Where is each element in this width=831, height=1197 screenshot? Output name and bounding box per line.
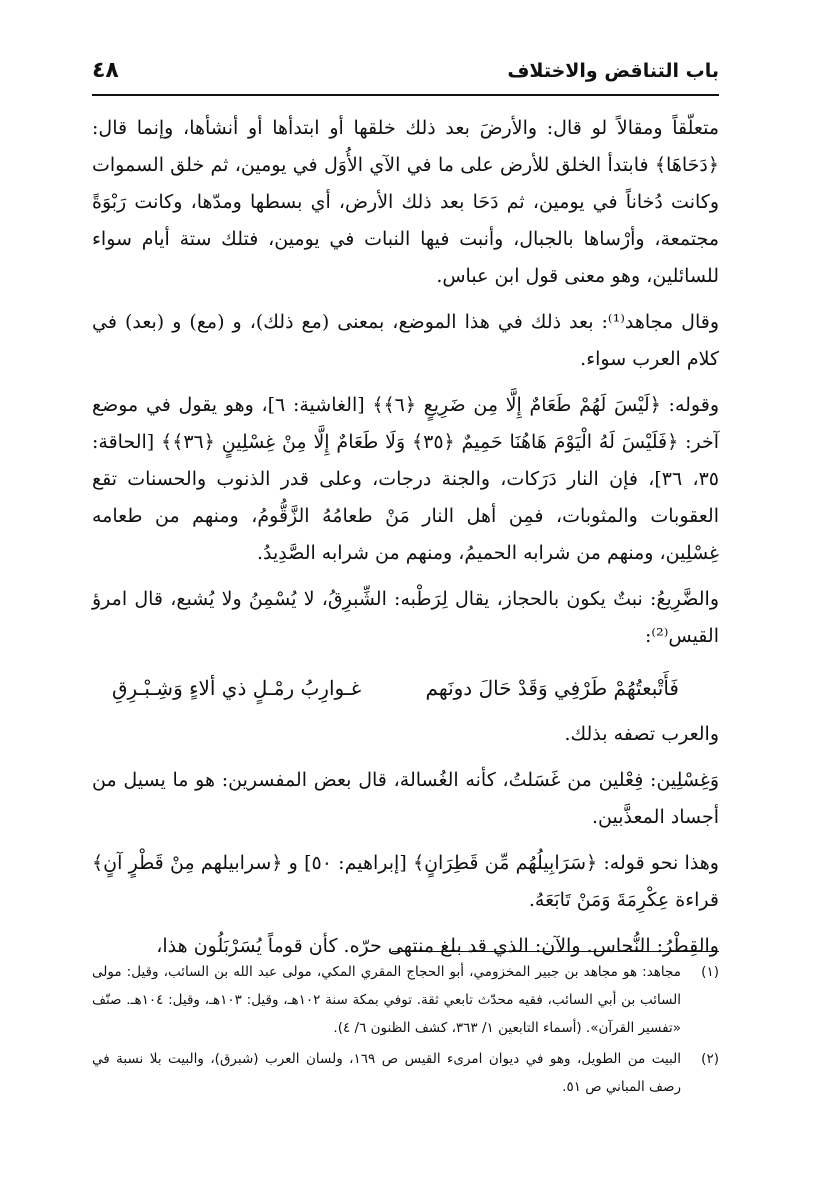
footnote-text: البيت من الطويل، وهو في ديوان امرىء القيس ص ١٦٩، ولسان العرب (شبرق)، والبيت بلا نسبة في رصف المباني ص ٥١.	[92, 1051, 681, 1095]
paragraph: والضَّرِيعُ: نبتٌ يكون بالحجاز، يقال لِرَطْبه: الشِّبرِقُ، لا يُسْمِنُ ولا يُشبع، قال امرؤ القيس⁽²⁾:	[92, 588, 719, 647]
paragraph: متعلّقاً ومقالاً لو قال: والأرضَ بعد ذلك خلقها أو ابتدأها أو أنشأها، وإنما قال: ﴿دَحَاهَا﴾ فابتدأ الخلق للأرض على ما في الآي الأُوَل في يومين، ثم خلق السموات وكانت دُخاناً في يومين، ثم دَحَا بعد ذلك الأرض، أي بسطها ومدّها، وكانت رَبْوَةً مجتمعة، وأرْساها بالجبال، وأنبت فيها النبات في يومين، فتلك ستة أيام سواء للسائلين، وهو معنى قول ابن عباس.	[92, 117, 719, 287]
footnote-number: (٢)	[701, 1051, 719, 1067]
paragraph: وهذا نحو قوله: ﴿سَرَابِيلُهُم مِّن قَطِرَانٍ﴾ [إبراهيم: ٥٠] و ﴿سرابيلهم مِنْ قَطْرٍ آنٍ﴾ قراءة عِكْرِمَةَ وَمَنْ تَابَعَهُ.	[92, 852, 719, 911]
paragraph: وقوله: ﴿لَيْسَ لَهُمْ طَعَامٌ إِلَّا مِن ضَرِيعٍ ﴿٦﴾﴾ [الغاشية: ٦]، وهو يقول في موضع آخر: ﴿فَلَيْسَ لَهُ الْيَوْمَ هَاهُنَا حَمِيمٌ ﴿٣٥﴾ وَلَا طَعَامٌ إِلَّا مِنْ غِسْلِينٍ ﴿٣٦﴾﴾ [الحاقة: ٣٥، ٣٦]، فإن النار دَرَكات، والجنة درجات، وعلى قدر الذنوب والحسنات تقع العقوبات والمثوبات، فمِن أهل النار مَنْ طعامُهُ الزَّقُّومُ، ومنهم من طعامه غِسْلِين، ومنهم من شرابه الحميمُ، ومنهم من شرابه الصَّدِيدُ.	[92, 394, 719, 564]
poetry-verse	[92, 664, 719, 712]
paragraph: والعرب تصفه بذلك.	[564, 723, 719, 745]
footnote	[92, 1045, 719, 1101]
footnote-number: (١)	[701, 964, 719, 980]
paragraph: وَغِسْلِين: فِعْلين من غَسَلتُ، كأنه الغُسالة، قال بعض المفسرين: هو ما يسيل من أجساد المعذَّبين.	[92, 769, 719, 828]
paragraph: والقِطْرُ: النُّحاس. والآن: الذي قد بلغ منتهى حرّه. كأن قوماً يُسَرْبَلُون هذا،	[156, 935, 719, 957]
main-text	[92, 110, 719, 974]
footnote	[92, 958, 719, 1042]
page-number: ٤٨	[92, 58, 119, 83]
paragraph: وقال مجاهد⁽¹⁾: بعد ذلك في هذا الموضع، بمعنى (مع ذلك)، و (مع) و (بعد) في كلام العرب سواء.	[92, 311, 719, 370]
verse-second-hemistich: غـوارِبُ رمْـلٍ ذي ألاءٍ وَشِـبْـرِقِ	[112, 675, 362, 700]
running-header	[92, 56, 719, 96]
verse-first-hemistich: فَأَتْبعتُهُمْ طَرْفِي وَقَدْ حَالَ دونَهم	[425, 675, 679, 700]
footnote-divider	[392, 951, 719, 952]
footnotes	[92, 958, 719, 1104]
footnote-text: مجاهد: هو مجاهد بن جبير المخزومي، أبو الحجاج المقري المكي، مولى عبد الله بن السائب، وقيل: مولى السائب بن أبي السائب، فقيه محدّث تابعي ثقة. توفي بمكة سنة ١٠٢هـ، وقيل: ١٠٣هـ، وقيل: ١٠٤هـ. صنّف «تفسير القرآن». (أسماء التابعين ١/ ٣٦٣، كشف الظنون ٦/ ٤).	[92, 964, 681, 1036]
chapter-title: باب التناقض والاختلاف	[507, 60, 719, 82]
